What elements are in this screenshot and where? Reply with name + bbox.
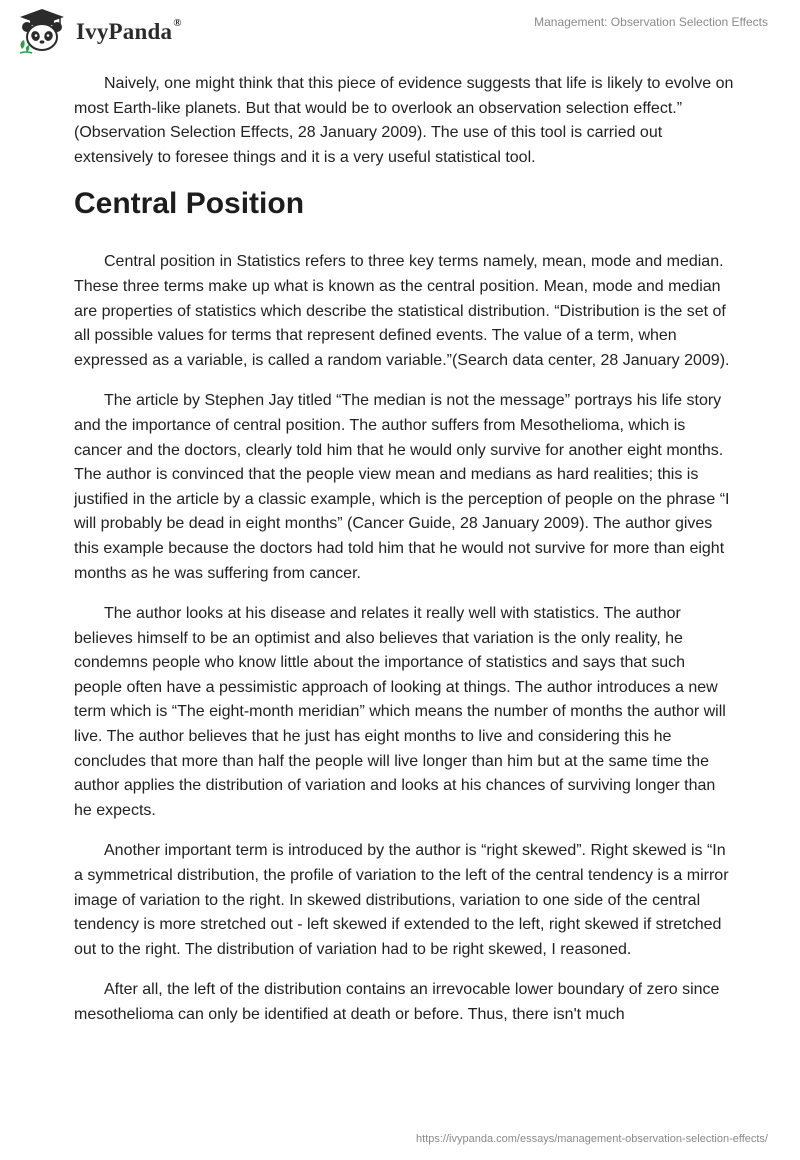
document-title: Management: Observation Selection Effects <box>534 15 768 29</box>
paragraph-disease-statistics: The author looks at his disease and relates it really well with statistics. The author believes himself to be an optimist and also believes that variation is the only reality, he condemns people who know little about the importance of statistics and says that such people often have a pessimistic approach of looking at things. The author introduces a new term which is “The eight-month meridian” which means the number of months the author will live. The author believes that he just has eight months to live and considering this he concludes that more than half the people will live longer than him but at the same time the author applies the distribution of variation and looks at his chances of surviving longer than he expects. <box>74 605 726 819</box>
source-url[interactable]: https://ivypanda.com/essays/management-observation-selection-effects/ <box>416 1133 768 1145</box>
registered-mark: ® <box>173 17 182 29</box>
paragraph-right-skewed: Another important term is introduced by the author is “right skewed”. Right skewed is “In a symmetrical distribution, the profile of variation to the left of the central tendency is a mirror image of variation to the right. In skewed distributions, variation to one side of the central tendency is more stretched out - left skewed if extended to the left, right skewed if stretched out to the right. The distribution of variation had to be right skewed, I reasoned. <box>74 842 729 958</box>
paragraph-stephen-jay: The article by Stephen Jay titled “The median is not the message” portrays his life story and the importance of central position. The author suffers from Mesothelioma, which is cancer and the doctors, clearly told him that he would only survive for another eight months. The author is convinced that the people view mean and medians as hard realities; this is justified in the article by a classic example, which is the perception of people on the phrase “I will probably be dead in eight months” (Cancer Guide, 28 January 2009). The author gives this example because the doctors had told him that he would not survive for more than eight months as he was suffering from cancer. <box>74 392 730 582</box>
paragraph-lower-boundary: After all, the left of the distribution contains an irrevocable lower boundary of zero since mesothelioma can only be identified at death or before. Thus, there isn't much <box>74 981 720 1023</box>
logo-text: IvyPanda® <box>76 17 182 44</box>
paragraph-central-position: Central position in Statistics refers to three key terms namely, mean, mode and median. These three terms make up what is known as the central position. Mean, mode and median are properties of statistics which describe the statistical distribution. “Distribution is the set of all possible values for terms that represent defined events. The value of a term, when expressed as a variable, is called a random variable.”(Search data center, 28 January 2009). <box>74 253 730 369</box>
intro-paragraph: Naively, one might think that this piece of evidence suggests that life is likely to evolve on most Earth-like planets. But that would be to overlook an observation selection effect.” (Observation Selection Effects, 28 January 2009). The use of this tool is carried out extensively to foresee things and it is a very useful statistical tool. <box>74 75 734 166</box>
article-body <box>74 72 736 1044</box>
section-heading: Central Position <box>74 187 305 221</box>
panda-graduate-icon <box>16 7 68 55</box>
ivypanda-logo[interactable] <box>16 6 182 56</box>
page-header <box>0 0 800 60</box>
